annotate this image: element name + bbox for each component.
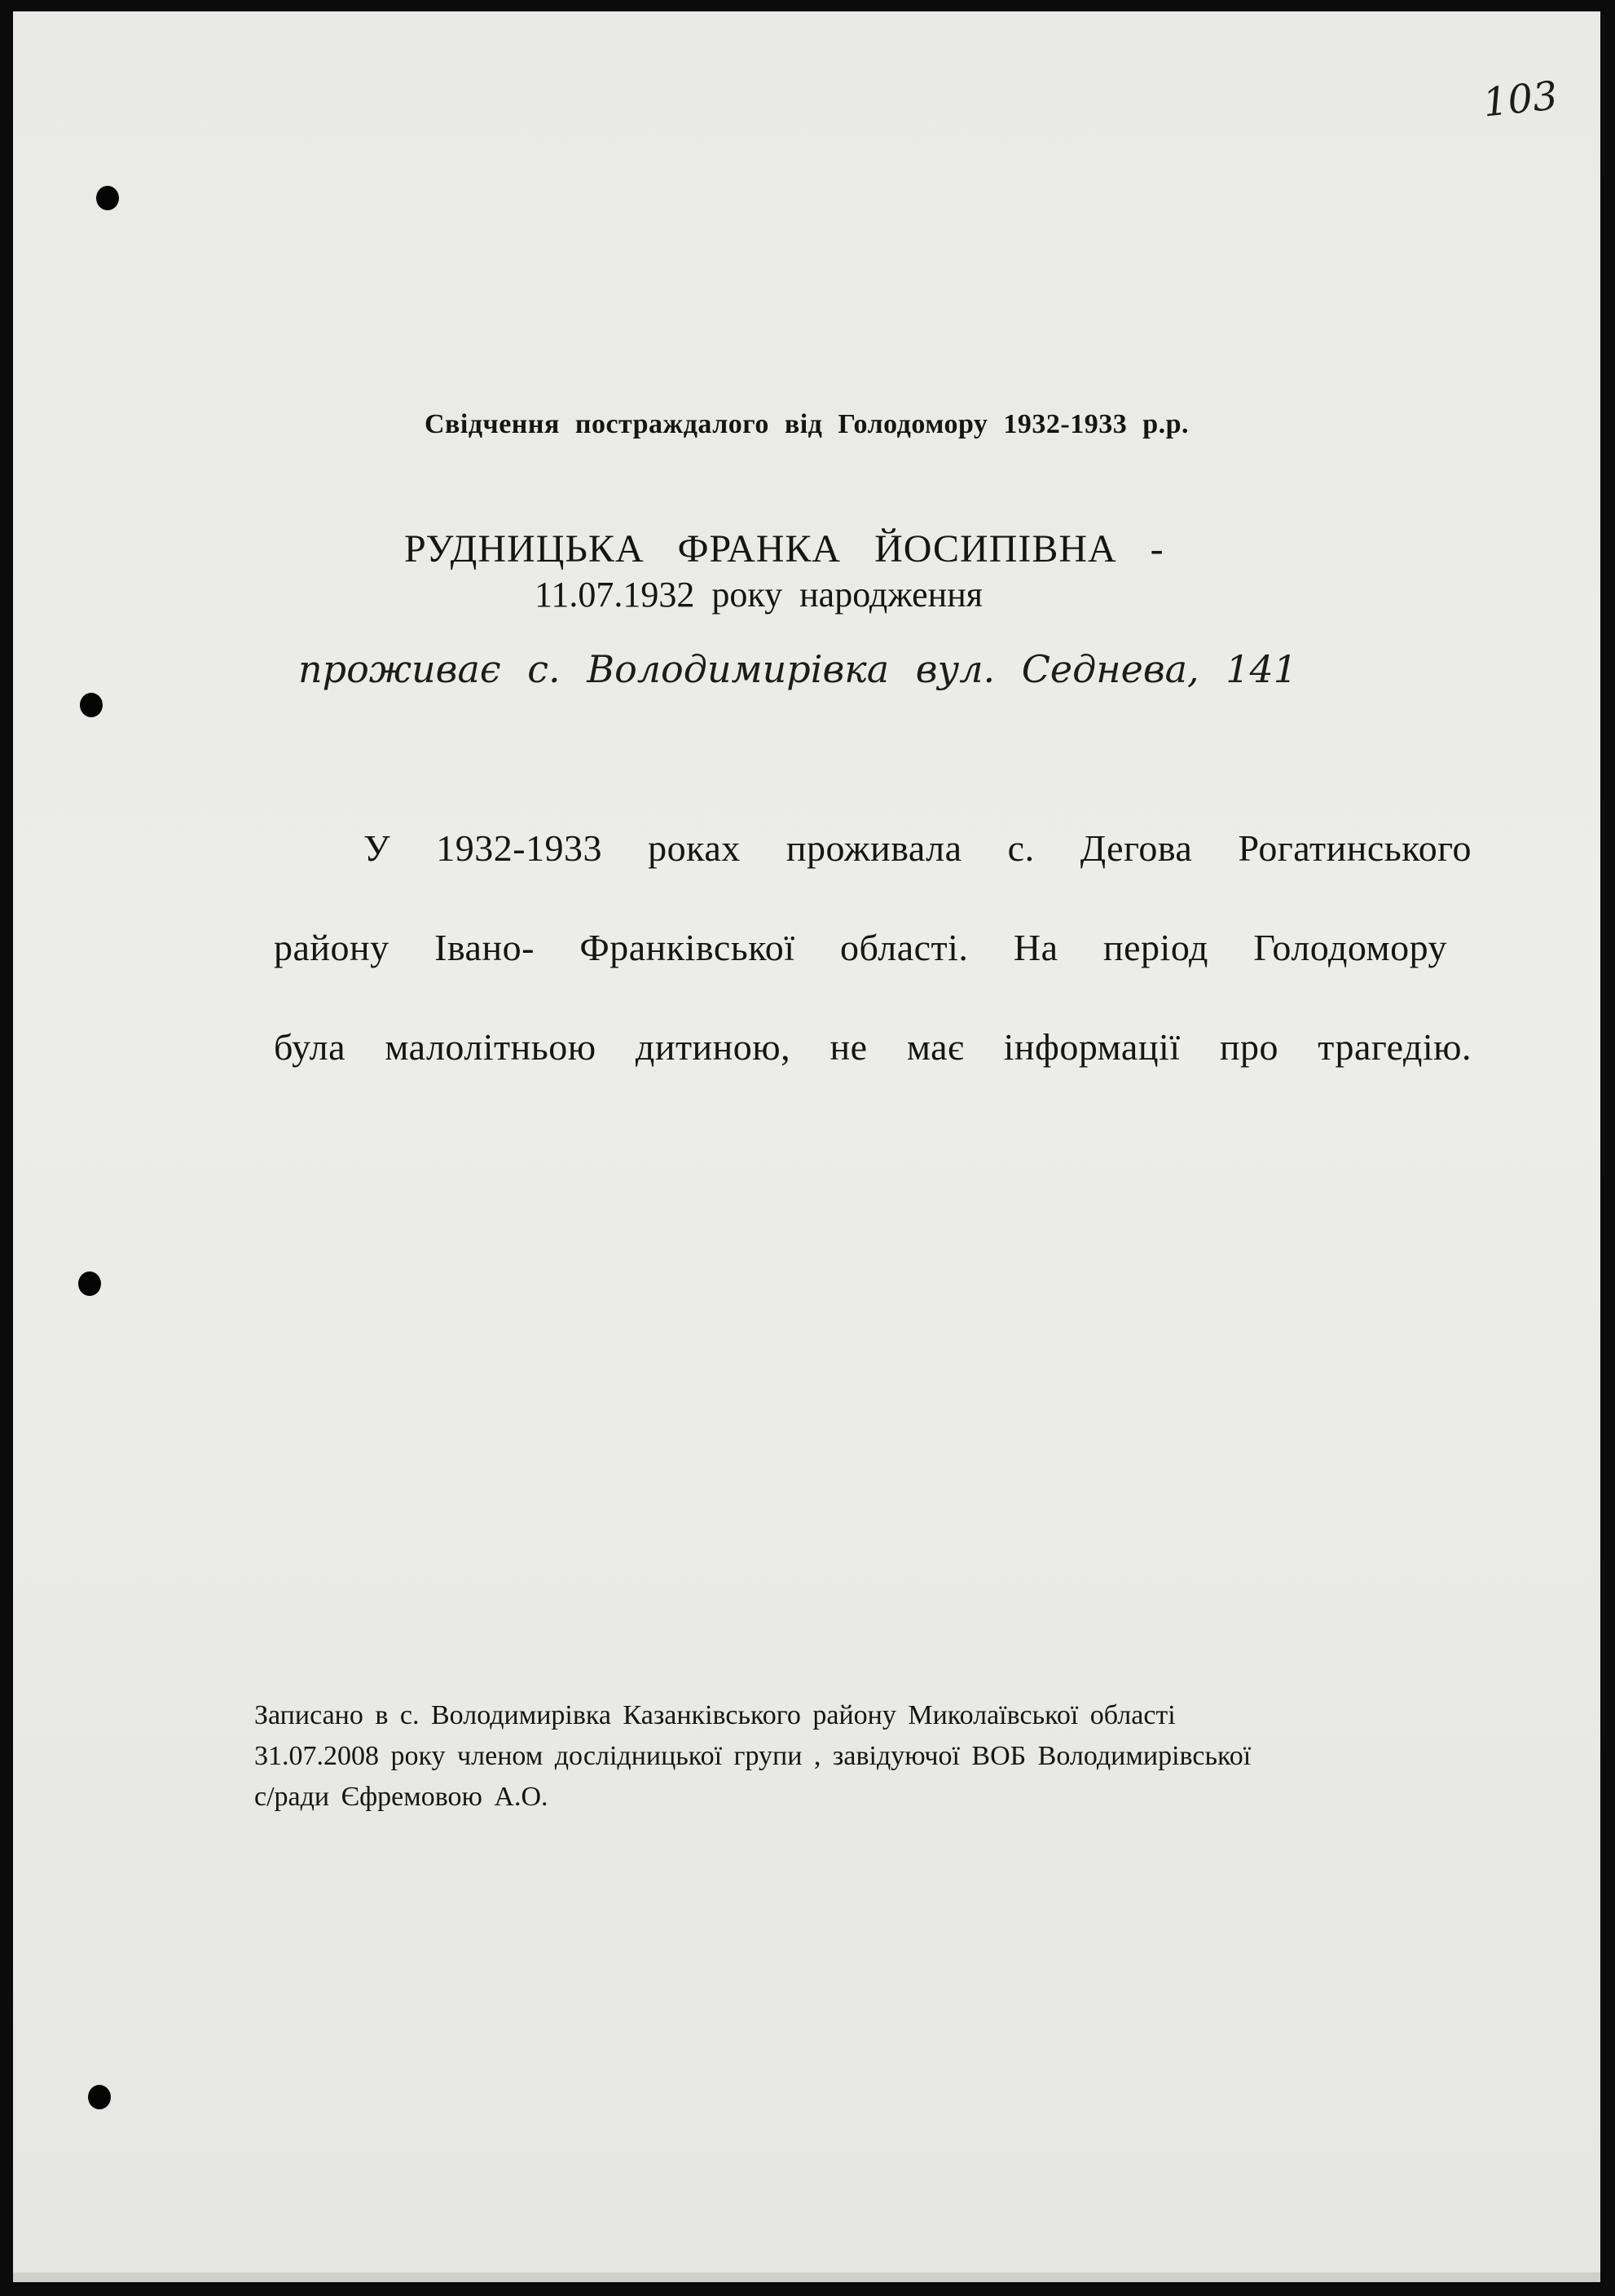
person-name: РУДНИЦЬКА ФРАНКА ЙОСИПІВНА -: [404, 527, 1164, 571]
page-bottom-edge: [13, 2272, 1600, 2282]
birth-date-line: 11.07.1932 року народження: [535, 575, 983, 615]
document-heading: Свідчення постраждалого від Голодомору 1932-1933 р.р.: [424, 409, 1190, 439]
testimony-line: району Івано- Франківської області. На період Голодомору: [274, 927, 1447, 968]
punch-hole: [96, 186, 119, 210]
recording-note-line: Записано в с. Володимирівка Казанківського району Миколаївської області: [254, 1700, 1176, 1730]
document-page: [13, 11, 1600, 2282]
recording-note-line: с/ради Єфремовою А.О.: [254, 1782, 548, 1812]
punch-hole: [88, 2085, 111, 2109]
testimony-line: була малолітньою дитиною, не має інформації про трагедію.: [274, 1026, 1472, 1068]
folio-number: 103: [1481, 73, 1560, 126]
punch-hole: [78, 1271, 101, 1296]
handwritten-address: проживає с. Володимирівка вул. Седнева, 141: [298, 647, 1298, 691]
testimony-line: У 1932-1933 роках проживала с. Дегова Рогатинського: [363, 827, 1472, 869]
recording-note-line: 31.07.2008 року членом дослідницької групи , завідуючої ВОБ Володимирівської: [254, 1741, 1252, 1771]
punch-hole: [80, 693, 103, 717]
